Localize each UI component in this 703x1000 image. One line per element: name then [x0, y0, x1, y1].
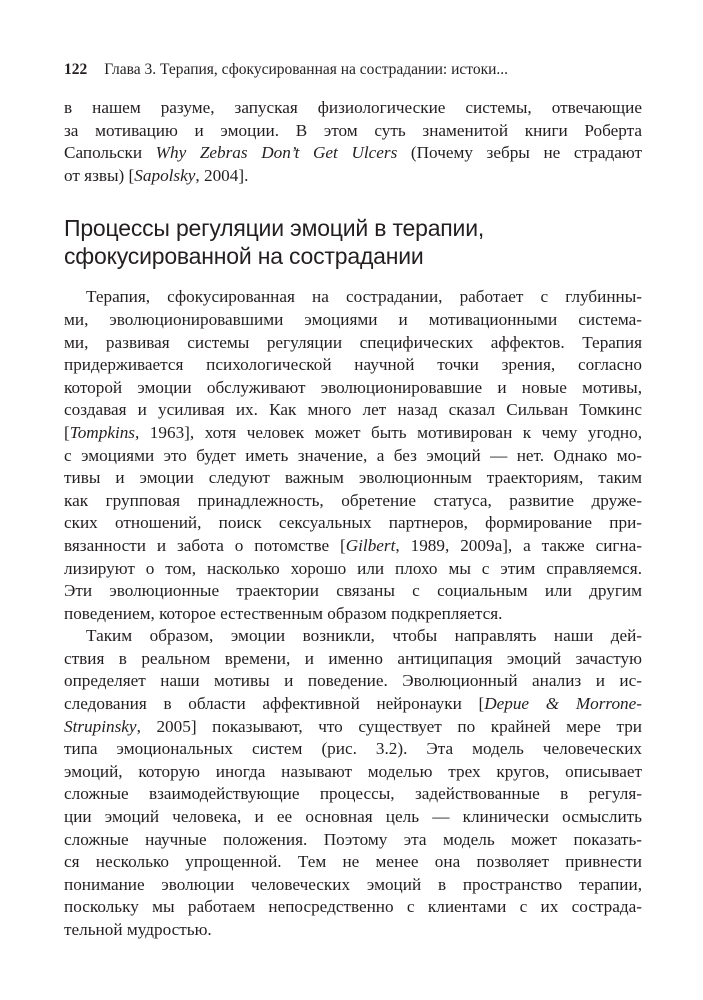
text-line: сложные взаимодействующие процессы, задействованные в регуля-: [64, 784, 642, 804]
section-body: [64, 286, 642, 941]
text-line: поскольку мы работаем непосредственно с клиентами с их сострада-: [64, 897, 642, 917]
body-paragraph: [64, 625, 642, 941]
text-line: ся несколько упрощенной. Тем не менее она позволяет привнести: [64, 852, 642, 872]
text-line: ми, развивая системы регуляции специфических аффектов. Терапия: [64, 332, 642, 352]
text-line: которой эмоции обслуживают эволюционировавшие и новые мотивы,: [64, 377, 642, 397]
italic-citation: Gilbert: [345, 535, 396, 555]
text-line: вязанности и забота о потомстве [Gilbert, 1989, 2009a], а также сигна-: [64, 535, 643, 555]
text-line: ции эмоций человека, и ее основная цель — клинически осмыслить: [64, 807, 642, 827]
text-line: эмоций, которую иногда называют моделью трех кругов, описывает: [64, 761, 642, 781]
running-title: Глава 3. Терапия, сфокусированная на сострадании: истоки...: [104, 61, 509, 78]
italic-citation: Why Zebras Don’t Get Ulcers: [155, 143, 398, 163]
running-head: [64, 60, 642, 80]
text-line: Сапольски Why Zebras Don’t Get Ulcers (Почему зебры не страдают: [64, 143, 643, 163]
text-line: следования в области аффективной нейронауки [Depue & Morrone-: [64, 694, 643, 714]
text-line: от язвы) [Sapolsky, 2004].: [64, 165, 249, 185]
text-line: тельной мудростью.: [64, 920, 212, 939]
italic-citation: Tompkins: [69, 422, 136, 442]
text-line: понимание эволюции человеческих эмоций в пространство терапии,: [64, 874, 642, 894]
italic-citation: Depue & Morrone-: [484, 694, 643, 714]
text-line: ских отношений, поиск сексуальных партнеров, формирование при-: [64, 513, 642, 533]
intro-paragraph: [64, 97, 642, 187]
text-line: лизируют о том, насколько хорошо или плохо мы с этим справляемся.: [64, 558, 642, 578]
book-page: [64, 60, 642, 942]
body-paragraph: [64, 286, 642, 625]
text-line: Терапия, сфокусированная на сострадании, работает с глубинны-: [86, 287, 642, 307]
text-line: как групповая принадлежность, обретение статуса, развитие друже-: [64, 490, 642, 510]
page-number: 122: [64, 61, 88, 78]
text-line: сложные научные положения. Поэтому эта модель может показать-: [64, 829, 642, 849]
text-line: создавая и усиливая их. Как много лет назад сказал Сильван Томкинс: [64, 400, 642, 420]
text-line: ми, эволюционировавшими эмоциями и мотивационными система-: [64, 309, 642, 329]
text-line: в нашем разуме, запуская физиологические системы, отвечающие: [64, 98, 642, 117]
italic-citation: Sapolsky: [134, 165, 196, 185]
heading-line: сфокусированной на сострадании: [64, 243, 424, 270]
text-line: Таким образом, эмоции возникли, чтобы направлять наши дей-: [86, 626, 642, 646]
text-line: за мотивацию и эмоции. В этом суть знаменитой книги Роберта: [64, 120, 642, 140]
text-line: типа эмоциональных систем (рис. 3.2). Эта модель человеческих: [64, 739, 642, 759]
text-line: Strupinsky, 2005] показывают, что существует по крайней мере три: [64, 716, 642, 736]
text-line: поведением, которое естественным образом подкрепляется.: [64, 603, 503, 623]
italic-citation: Strupinsky: [64, 716, 137, 736]
text-line: определяет наши мотивы и поведение. Эволюционный анализ и ис-: [64, 671, 642, 691]
text-line: ствия в реальном времени, и именно антиципация эмоций зачастую: [64, 648, 642, 668]
text-line: тивы и эмоции следуют важным эволюционным траекториям, таким: [64, 468, 642, 488]
text-line: с эмоциями это будет иметь значение, а без эмоций — нет. Однако мо-: [64, 445, 642, 465]
text-line: [Tompkins, 1963], хотя человек может быть мотивирован к чему угодно,: [64, 422, 642, 442]
heading-line: Процессы регуляции эмоций в терапии,: [64, 215, 485, 242]
section-heading: [64, 214, 642, 270]
text-line: придерживается психологической научной точки зрения, согласно: [64, 355, 642, 375]
text-line: Эти эволюционные траектории связаны с социальным или другим: [64, 581, 642, 601]
